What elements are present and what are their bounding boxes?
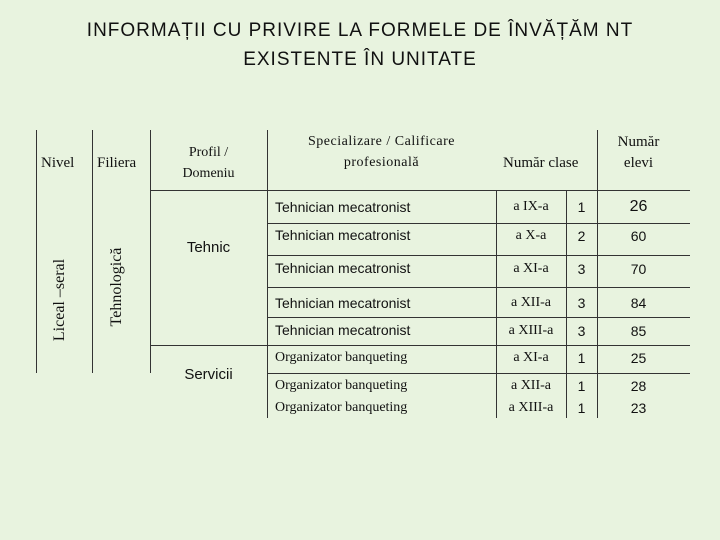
- cell-nr-elevi: 26: [629, 198, 648, 215]
- header-profil-line2: Domeniu: [182, 166, 235, 181]
- cell-clasa: a X-a: [515, 228, 547, 243]
- cell-clasa: a XIII-a: [508, 323, 554, 338]
- header-numar-elevi-line2: elevi: [623, 155, 654, 171]
- grid-line: [267, 373, 690, 374]
- cell-clasa: a XII-a: [510, 295, 552, 310]
- grid-line: [92, 130, 93, 373]
- cell-nr-clase: 1: [577, 350, 586, 366]
- cell-nr-clase: 3: [577, 261, 586, 277]
- page-title-line1: INFORMAȚII CU PRIVIRE LA FORMELE DE ÎNVĂȚĂM NT: [86, 20, 634, 41]
- cell-nr-elevi: 60: [630, 228, 647, 244]
- cell-clasa: a XII-a: [510, 378, 552, 393]
- grid-line: [267, 130, 268, 418]
- cell-nr-elevi: 23: [630, 400, 647, 416]
- label-profil-tehnic: Tehnic: [186, 239, 231, 256]
- cell-nr-clase: 1: [577, 400, 586, 416]
- grid-line: [150, 190, 690, 191]
- cell-clasa: a XI-a: [513, 350, 549, 365]
- grid-line: [267, 255, 690, 256]
- cell-nr-elevi: 25: [630, 350, 647, 366]
- header-numar-clase: Număr clase: [503, 155, 579, 171]
- grid-line: [150, 345, 690, 346]
- cell-specializare: Tehnician mecatronist: [275, 199, 411, 215]
- cell-clasa: a XIII-a: [508, 400, 554, 415]
- page-title-line2: EXISTENTE ÎN UNITATE: [243, 49, 477, 70]
- label-filiera-tehnologica: Tehnologică: [108, 247, 125, 327]
- cell-specializare: Organizator banqueting: [275, 400, 408, 415]
- cell-nr-clase: 1: [577, 199, 586, 215]
- cell-specializare: Tehnician mecatronist: [275, 295, 411, 311]
- label-profil-servicii: Servicii: [184, 366, 233, 383]
- cell-nr-elevi: 28: [630, 378, 647, 394]
- cell-nr-clase: 2: [577, 228, 586, 244]
- header-nivel: Nivel: [41, 155, 75, 171]
- grid-line: [36, 130, 37, 373]
- cell-nr-elevi: 84: [630, 295, 647, 311]
- grid-line: [267, 287, 690, 288]
- cell-specializare: Tehnician mecatronist: [275, 260, 411, 276]
- header-specializare-line1: Specializare / Calificare: [308, 134, 455, 149]
- cell-clasa: a XI-a: [513, 261, 549, 276]
- header-numar-elevi-line1: Număr: [617, 134, 660, 150]
- cell-specializare: Tehnician mecatronist: [275, 322, 411, 338]
- cell-nr-clase: 3: [577, 295, 586, 311]
- header-profil-line1: Profil /: [188, 145, 229, 160]
- cell-nr-clase: 3: [577, 323, 586, 339]
- header-filiera: Filiera: [97, 155, 137, 171]
- cell-clasa: a IX-a: [513, 199, 549, 214]
- cell-specializare: Organizator banqueting: [275, 378, 408, 393]
- cell-specializare: Organizator banqueting: [275, 350, 408, 365]
- cell-nr-elevi: 70: [630, 261, 647, 277]
- header-specializare-line2: profesională: [343, 155, 420, 170]
- label-nivel-liceal-seral: Liceal –seral: [51, 258, 68, 342]
- cell-specializare: Tehnician mecatronist: [275, 227, 411, 243]
- grid-line: [267, 317, 690, 318]
- grid-line: [267, 223, 690, 224]
- cell-nr-elevi: 85: [630, 323, 647, 339]
- cell-nr-clase: 1: [577, 378, 586, 394]
